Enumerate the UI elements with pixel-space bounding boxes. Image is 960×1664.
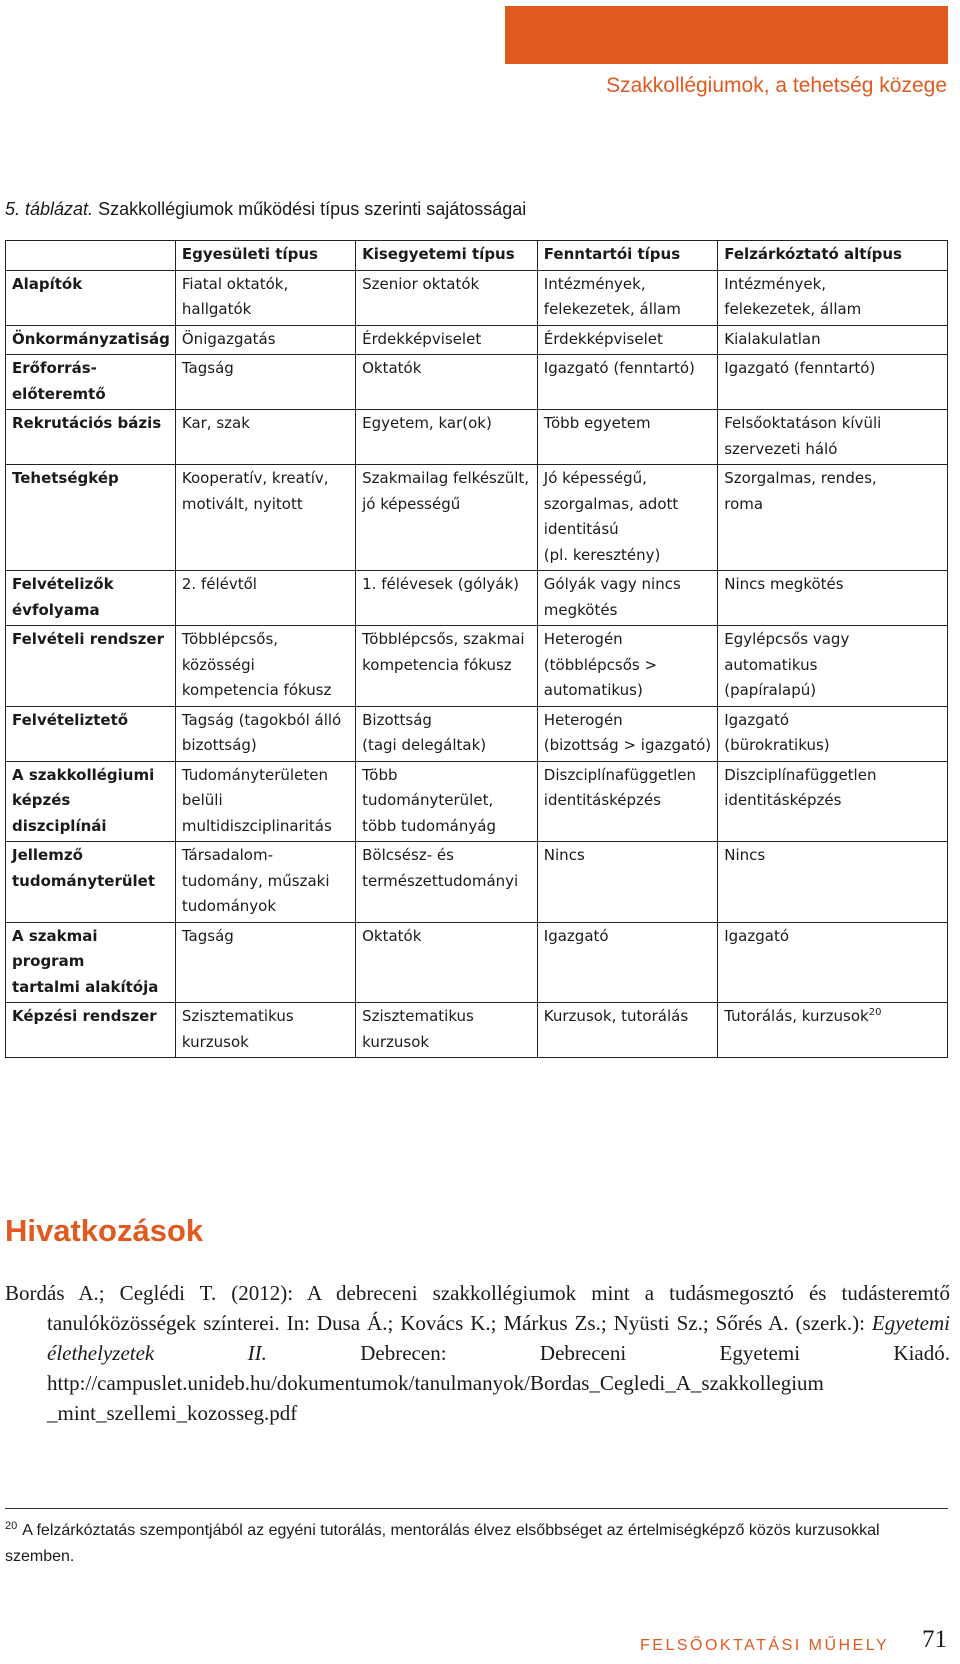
row-label (6, 270, 176, 325)
table-header-row (6, 241, 948, 271)
row-label-text: Erőforrás- előteremtő (12, 359, 106, 403)
table-cell (537, 325, 717, 355)
cell-text: Fiatal oktatók, hallgatók (181, 274, 289, 318)
cell-text: Bölcsész- és természettudományi (362, 846, 519, 890)
table-cell (718, 465, 948, 571)
cell-text: Többlépcsős, szakmai kompetencia fókusz (362, 630, 525, 674)
table-cell (718, 761, 948, 842)
table-cell (175, 626, 355, 707)
row-label (6, 761, 176, 842)
footnote-divider (5, 1508, 948, 1509)
footnote-number: 20 (5, 1519, 18, 1532)
row-label-text: Felvételiztető (12, 710, 129, 729)
column-header (6, 241, 176, 271)
row-label (6, 842, 176, 923)
table-cell (175, 355, 355, 410)
table-cell (537, 465, 717, 571)
cell-text: Érdekképviselet (543, 329, 663, 348)
cell-text: Tudományterületen belüli multidiszciplinaritás (181, 765, 332, 835)
table-cell (718, 571, 948, 626)
column-header: Egyesületi típus (175, 241, 355, 271)
cell-text: Igazgató (fenntartó) (543, 359, 695, 377)
cell-text: Érdekképviselet (362, 329, 482, 348)
row-label-text: Felvételi rendszer (12, 630, 164, 648)
table-cell (175, 706, 355, 761)
cell-text: Igazgató (724, 926, 790, 945)
row-label-text: Tehetségkép (12, 469, 119, 487)
footnote-text: A felzárkóztatás szempontjából az egyéni tutorálás, mentorálás élvez elsőbbséget az értelmiségképző közös kurzusokkal szemben. (5, 1522, 880, 1565)
running-title: Szakkollégiumok, a tehetség közege (606, 74, 947, 97)
cell-text: Kooperatív, kreatív, motivált, nyitott (181, 469, 329, 513)
table-row (6, 1003, 948, 1058)
cell-text: Bizottság (tagi delegáltak) (362, 710, 487, 754)
table-row (6, 325, 948, 355)
row-label-text: Felvételizők évfolyama (12, 575, 114, 619)
table-cell (537, 842, 717, 923)
table-row (6, 626, 948, 707)
table-cell (356, 325, 538, 355)
table-cell (356, 761, 538, 842)
cell-text: Heterogén (többlépcsős > automatikus) (543, 630, 658, 699)
cell-text: Nincs megkötés (724, 575, 844, 593)
row-label (6, 465, 176, 571)
cell-text: Oktatók (362, 359, 422, 377)
table-row (6, 761, 948, 842)
row-label-text: Alapítók (12, 274, 83, 293)
row-label-text: A szakmai program tartalmi alakítója (12, 926, 159, 996)
table-cell (175, 761, 355, 842)
column-header: Fenntartói típus (537, 241, 717, 271)
row-label (6, 355, 176, 410)
row-label (6, 410, 176, 465)
table-row (6, 355, 948, 410)
reference-book-title: Egyetemi élethelyzetek II. (47, 1311, 950, 1365)
row-label (6, 626, 176, 707)
table-cell (537, 270, 717, 325)
table-cell (175, 1003, 355, 1058)
table-cell (718, 325, 948, 355)
row-label (6, 325, 176, 355)
row-label (6, 922, 176, 1003)
cell-text: Igazgató (bürokratikus) (724, 710, 830, 754)
cell-text: Nincs (543, 846, 585, 864)
cell-text: Egyetem, kar(ok) (362, 414, 492, 432)
cell-text: Igazgató (543, 926, 609, 945)
table-cell (718, 270, 948, 325)
table-cell (175, 270, 355, 325)
table-row (6, 706, 948, 761)
cell-text: Szisztematikus kurzusok (181, 1007, 294, 1051)
cell-text: Tagság (181, 926, 234, 945)
reference-entry (5, 1278, 950, 1428)
table-cell (356, 410, 538, 465)
footnote-ref[interactable]: 20 (868, 1007, 882, 1018)
table-cell (537, 706, 717, 761)
table-cell (356, 355, 538, 410)
table-row (6, 270, 948, 325)
table-caption-label: 5. táblázat. (5, 199, 94, 219)
cell-text: Oktatók (362, 926, 422, 945)
cell-text: Kurzusok, tutorálás (543, 1007, 689, 1025)
row-label-text: Képzési rendszer (12, 1007, 157, 1025)
row-label-text: Rekrutációs bázis (12, 414, 162, 432)
table-cell (175, 922, 355, 1003)
table-cell (175, 325, 355, 355)
row-label-text: A szakkollégiumi képzés diszciplínái (12, 765, 155, 835)
cell-text: Társadalom- tudomány, műszaki tudományok (181, 846, 330, 915)
cell-text: Felsőoktatáson kívüli szervezeti háló (724, 414, 882, 458)
table-cell (718, 922, 948, 1003)
column-header: Kisegyetemi típus (356, 241, 538, 271)
cell-text: 1. félévesek (gólyák) (362, 575, 520, 593)
table-cell (718, 842, 948, 923)
row-label-text: Jellemző tudományterület (12, 846, 156, 890)
page-number: 71 (922, 1626, 947, 1653)
table-cell (718, 706, 948, 761)
table-cell (537, 571, 717, 626)
table-cell (718, 355, 948, 410)
cell-text: Szakmailag felkészült, jó képességű (362, 469, 530, 513)
table-cell (537, 626, 717, 707)
footnote (5, 1518, 948, 1570)
cell-text: Több tudományterület, több tudományág (362, 765, 496, 835)
cell-text: Igazgató (fenntartó) (724, 359, 876, 377)
table-cell (175, 571, 355, 626)
cell-text: Intézmények, felekezetek, állam (724, 274, 862, 318)
column-header: Felzárkóztató altípus (718, 241, 948, 271)
table-caption (5, 199, 526, 220)
table-cell (718, 1003, 948, 1058)
table-row (6, 922, 948, 1003)
cell-text: Diszciplínafüggetlen identitásképzés (543, 765, 697, 809)
cell-text: Heterogén (bizottság > igazgató) (543, 710, 712, 754)
table-cell (537, 1003, 717, 1058)
cell-text: Gólyák vagy nincs megkötés (543, 575, 681, 619)
cell-text: Nincs (724, 846, 766, 864)
characteristics-table (5, 240, 948, 1058)
cell-text: Kar, szak (181, 414, 250, 432)
table-cell (356, 465, 538, 571)
references-title: Hivatkozások (5, 1213, 204, 1248)
table-cell (175, 465, 355, 571)
cell-text: Többlépcsős, közösségi kompetencia fókusz (181, 630, 332, 699)
row-label (6, 1003, 176, 1058)
cell-text: Önigazgatás (181, 329, 276, 348)
row-label (6, 706, 176, 761)
table-caption-text: Szakkollégiumok működési típus szerinti sajátosságai (98, 199, 527, 219)
table-cell (175, 842, 355, 923)
table-cell (175, 410, 355, 465)
cell-text: Jó képességű, szorgalmas, adott identitású (pl. keresztény) (543, 469, 679, 564)
table-cell (356, 626, 538, 707)
cell-text: Szenior oktatók (362, 274, 480, 293)
cell-text: Diszciplínafüggetlen identitásképzés (724, 765, 877, 809)
cell-text: Több egyetem (543, 414, 651, 432)
table-cell (537, 922, 717, 1003)
cell-text: Kialakulatlan (724, 329, 821, 348)
table-cell (718, 410, 948, 465)
table-row (6, 842, 948, 923)
table-cell (356, 706, 538, 761)
table-cell (356, 571, 538, 626)
cell-text: Tagság (181, 359, 234, 377)
table-cell (356, 842, 538, 923)
table-cell (356, 270, 538, 325)
reference-publisher-url[interactable]: Debrecen: Debreceni Egyetemi Kiadó. http://campuslet.unideb.hu/dokumentumok/tanulmanyok/Bordas_Cegledi_A_szakkollegium _mint_szellemi_kozosseg.pdf (47, 1341, 950, 1425)
table-cell (356, 1003, 538, 1058)
row-label-text: Önkormányzatiság (12, 329, 170, 348)
cell-text: Tutorálás, kurzusok (724, 1007, 869, 1025)
table-cell (718, 626, 948, 707)
table-cell (356, 922, 538, 1003)
reference-text: Bordás A.; Ceglédi T. (2012): A debreceni szakkollégiumok mint a tudásmegosztó és tudásteremtő tanulóközösségek színterei. In: Dusa Á.; Kovács K.; Márkus Zs.; Nyüsti Sz.; Sőrés A. (szerk.): (5, 1281, 950, 1335)
table-cell (537, 761, 717, 842)
table-row (6, 465, 948, 571)
cell-text: 2. félévtől (181, 575, 257, 593)
cell-text: Tagság (tagokból álló bizottság) (181, 710, 342, 754)
table-row (6, 410, 948, 465)
header-color-bar (505, 6, 948, 64)
cell-text: Szorgalmas, rendes, roma (724, 469, 877, 513)
journal-name: FELSŐOKTATÁSI MŰHELY (640, 1637, 890, 1654)
table-cell (537, 355, 717, 410)
cell-text: Egylépcsős vagy automatikus (papíralapú) (724, 630, 850, 699)
table-cell (537, 410, 717, 465)
cell-text: Intézmények, felekezetek, állam (543, 274, 681, 318)
cell-text: Szisztematikus kurzusok (362, 1007, 474, 1051)
row-label (6, 571, 176, 626)
table-row (6, 571, 948, 626)
